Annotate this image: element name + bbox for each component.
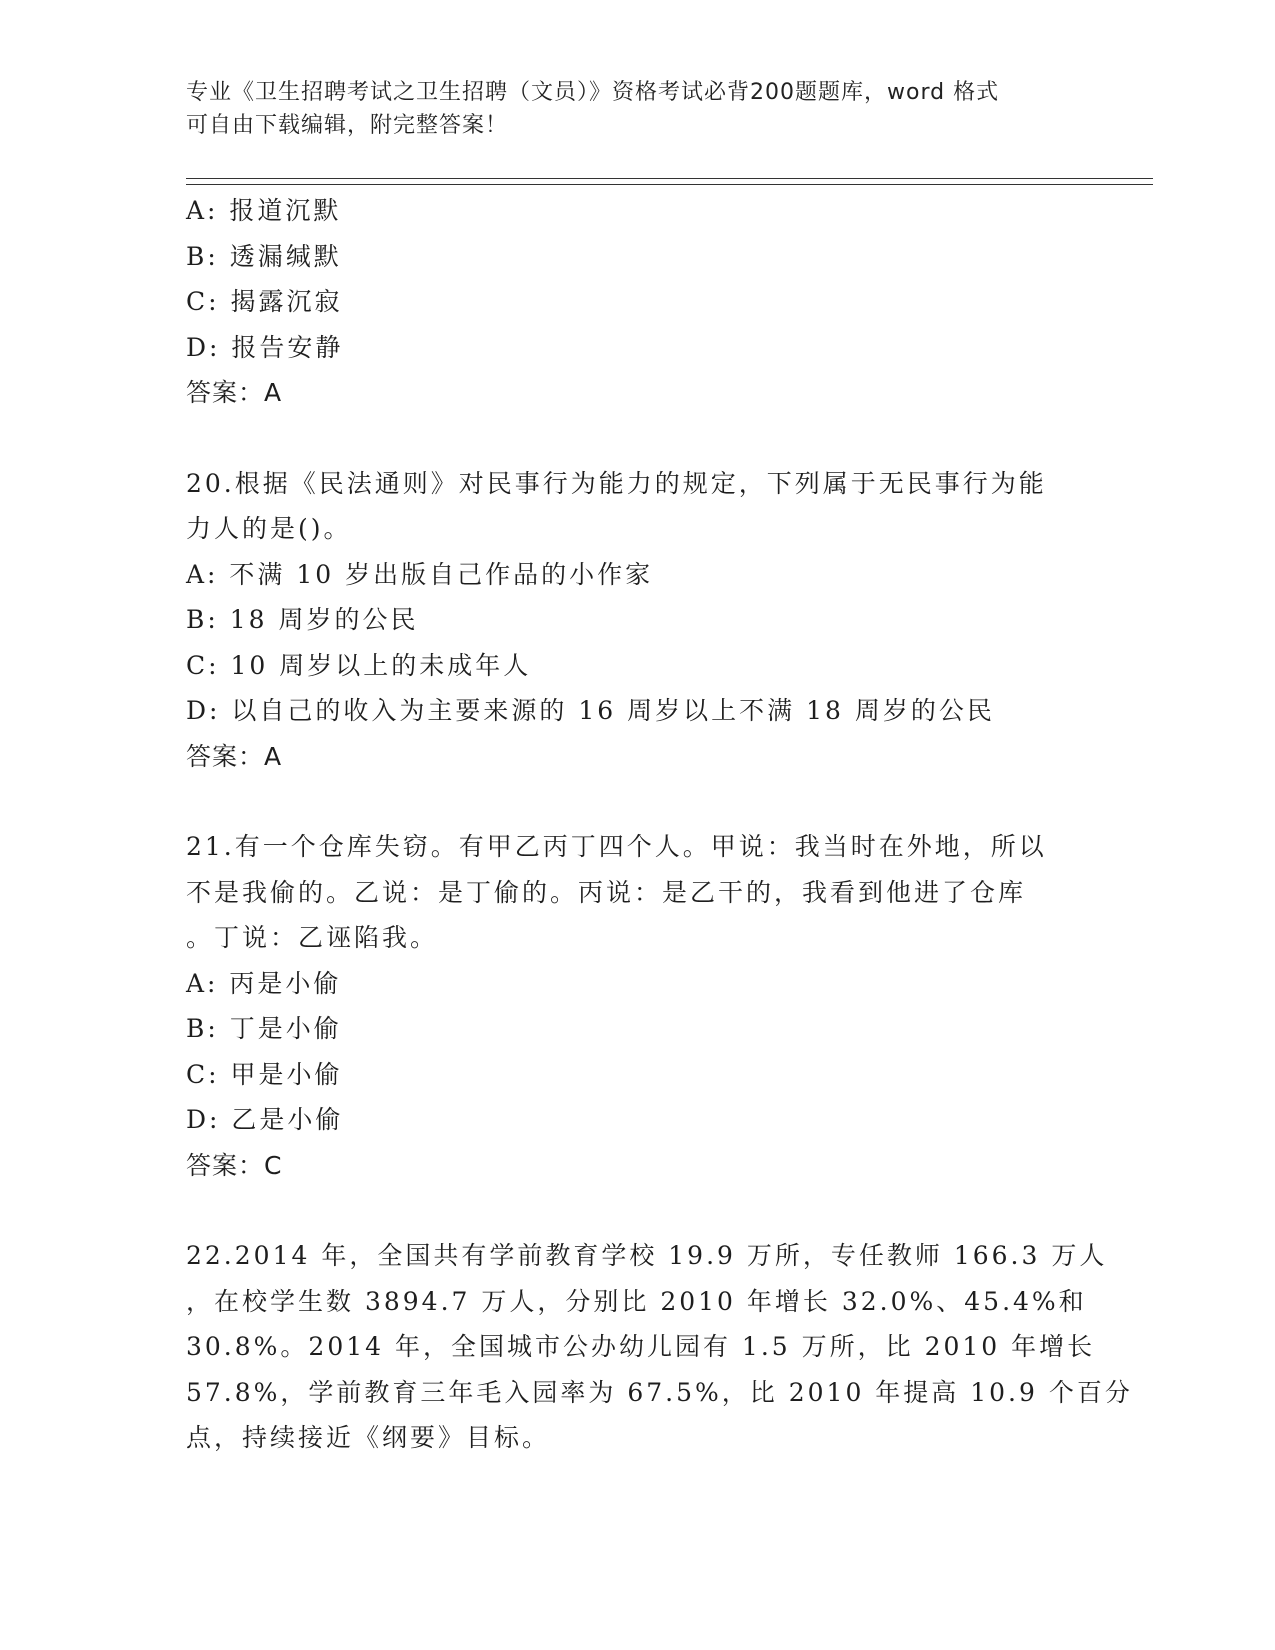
question-text-line: 力人的是()。 xyxy=(186,514,352,543)
header-line-1: 专业《卫生招聘考试之卫生招聘（文员）》资格考试必背200题题库，word 格式 xyxy=(186,80,1000,105)
document-header xyxy=(186,76,1066,142)
question-text-line: ，在校学生数 3894.7 万人，分别比 2010 年增长 32.0%、45.4%和 xyxy=(186,1286,1087,1316)
question-text-line: 22.2014 年，全国共有学前教育学校 19.9 万所，专任教师 166.3 万人 xyxy=(186,1241,1108,1270)
question-text-line: 20.根据《民法通则》对民事行为能力的规定，下列属于无民事行为能 xyxy=(186,468,1047,498)
question-text-line: 30.8%。2014 年，全国城市公办幼儿园有 1.5 万所，比 2010 年增长 xyxy=(186,1332,1096,1361)
question-21-block xyxy=(186,824,1086,1188)
option-a: A: 不满 10 岁出版自己作品的小作家 xyxy=(186,559,654,589)
answer-line: 答案：C xyxy=(186,1150,283,1180)
spacer xyxy=(186,416,1086,461)
question-20-block xyxy=(186,461,1086,780)
question-text-line: 。丁说：乙诬陷我。 xyxy=(186,923,439,952)
option-d: D: 报告安静 xyxy=(186,332,344,362)
question-19-block xyxy=(186,188,1086,416)
option-d: D: 以自己的收入为主要来源的 16 周岁以上不满 18 周岁的公民 xyxy=(186,696,995,725)
option-c: C: 甲是小偷 xyxy=(186,1059,343,1089)
option-c: C: 揭露沉寂 xyxy=(186,287,343,316)
spacer xyxy=(186,1188,1086,1233)
question-text-line: 点，持续接近《纲要》目标。 xyxy=(186,1423,551,1452)
option-a: A: 丙是小偷 xyxy=(186,968,342,998)
option-a: A: 报道沉默 xyxy=(186,196,342,225)
option-c: C: 10 周岁以上的未成年人 xyxy=(186,650,532,680)
header-divider xyxy=(186,178,1153,185)
option-b: B: 丁是小偷 xyxy=(186,1014,342,1043)
spacer xyxy=(186,779,1086,824)
option-b: B: 透漏缄默 xyxy=(186,241,342,271)
option-d: D: 乙是小偷 xyxy=(186,1105,344,1134)
answer-line: 答案：A xyxy=(186,378,283,407)
option-b: B: 18 周岁的公民 xyxy=(186,605,419,634)
document-body xyxy=(186,188,1133,1461)
answer-line: 答案：A xyxy=(186,741,283,771)
question-text-line: 57.8%，学前教育三年毛入园率为 67.5%，比 2010 年提高 10.9 个百分 xyxy=(186,1377,1133,1407)
question-text-line: 不是我偷的。乙说：是丁偷的。丙说：是乙干的，我看到他进了仓库 xyxy=(186,877,1027,907)
question-text-line: 21.有一个仓库失窃。有甲乙丙丁四个人。甲说：我当时在外地，所以 xyxy=(186,832,1047,861)
question-22-block xyxy=(186,1233,1133,1461)
header-line-2: 可自由下载编辑，附完整答案！ xyxy=(186,113,509,138)
